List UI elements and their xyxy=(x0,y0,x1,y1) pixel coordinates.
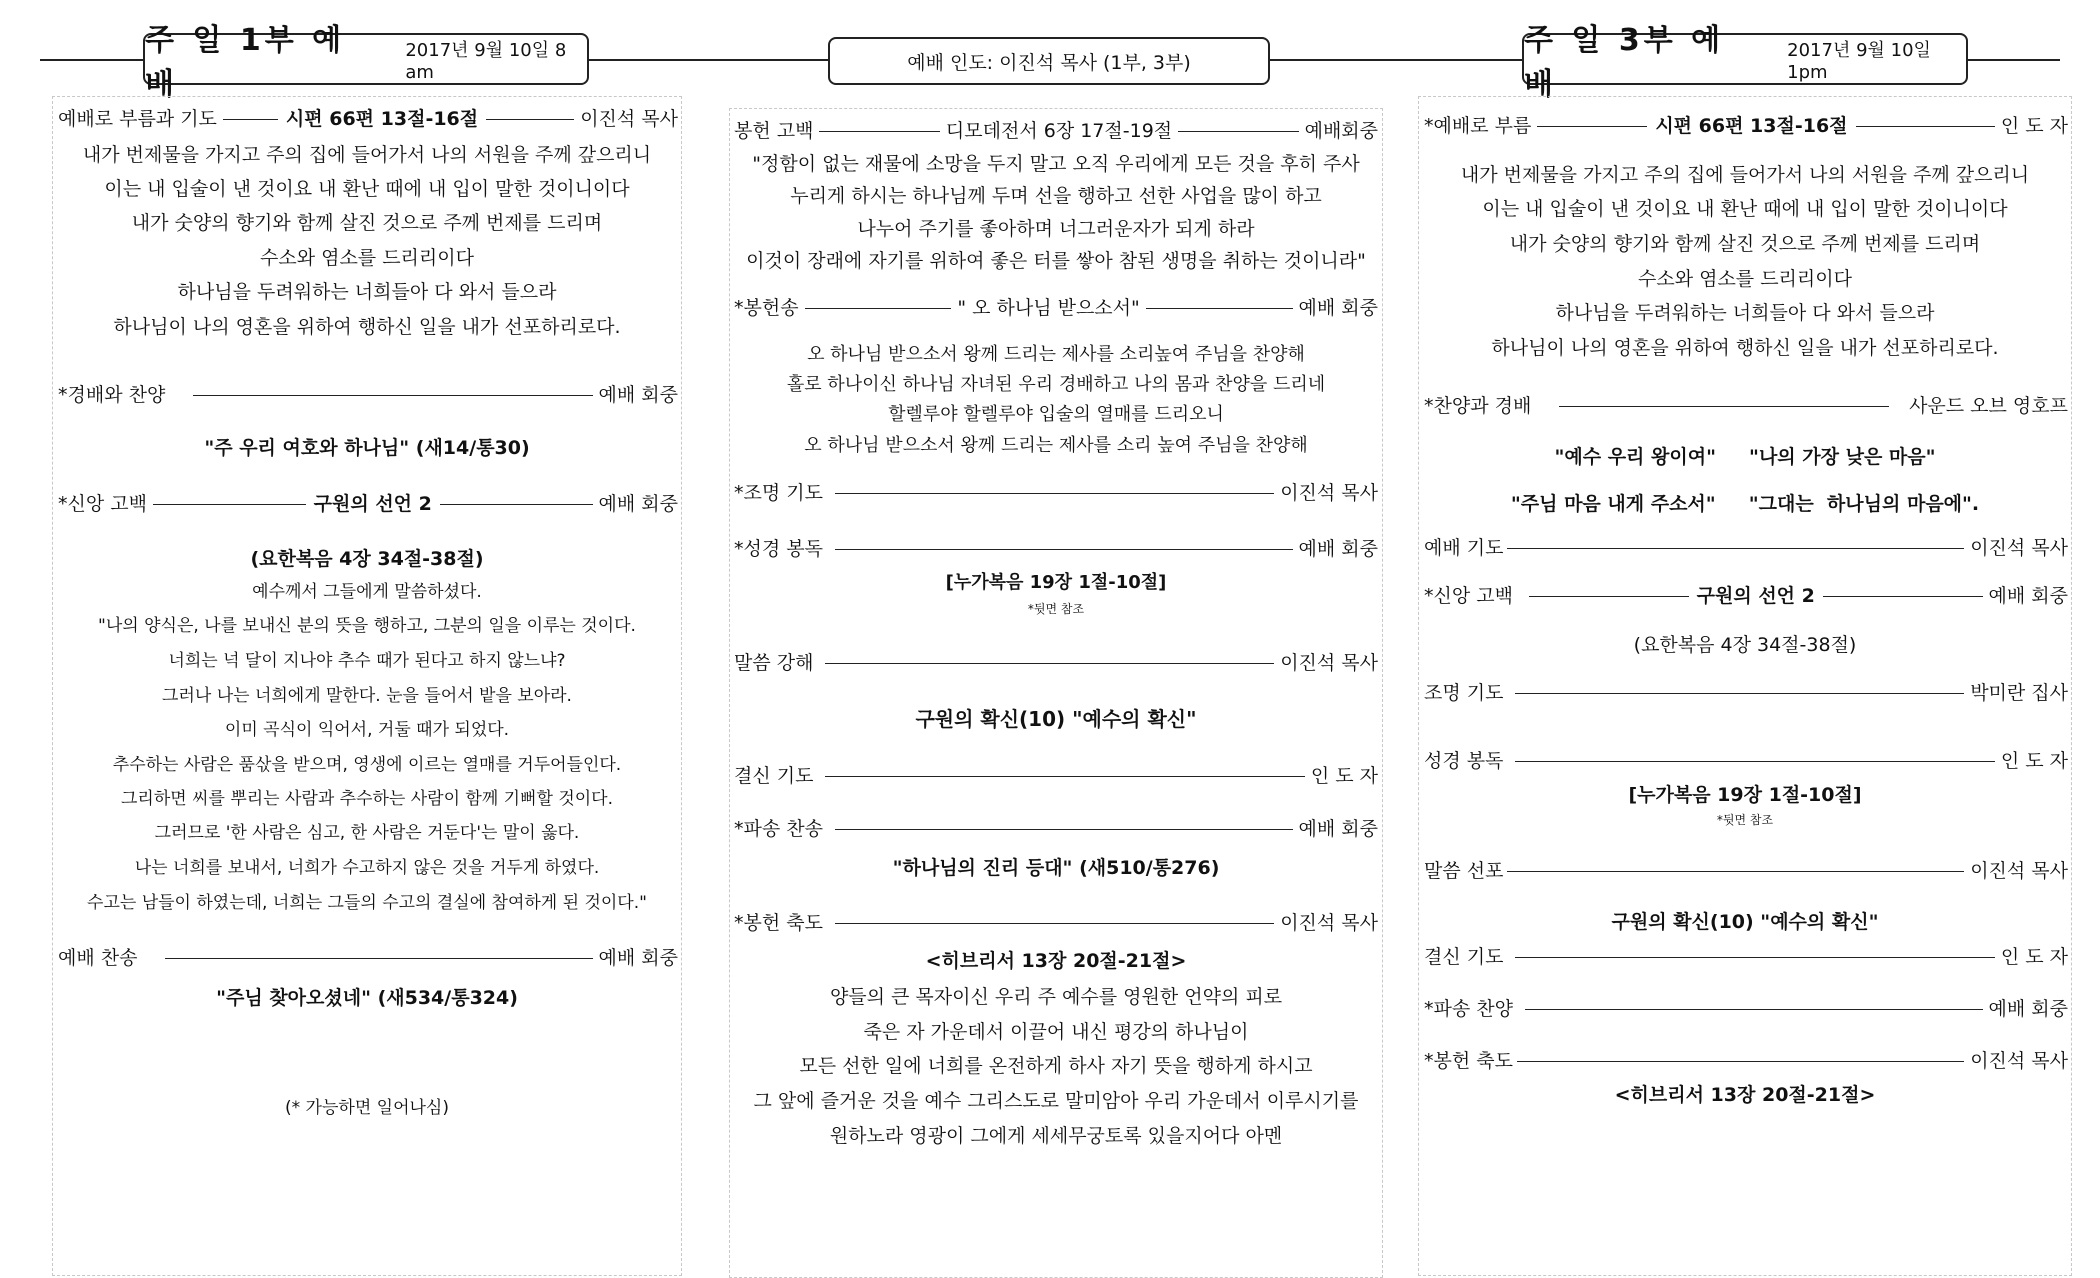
mid-scripture-label: *성경 봉독 xyxy=(734,538,823,560)
left-creed-line: 추수하는 사람은 품삯을 받으며, 영생에 이르는 열매를 거두어들인다. xyxy=(112,755,622,775)
left-call-label: 예배로 부름과 기도 xyxy=(58,108,217,130)
mid-benediction-reference: <히브리서 13장 20절-21절> xyxy=(925,950,1187,972)
service-1-date: 2017년 9월 10일 8 am xyxy=(405,39,567,83)
right-worship-prayer xyxy=(1424,533,2068,560)
right-benediction-leader: 이진석 목사 xyxy=(1970,1050,2068,1072)
mid-sermon-label: 말씀 강해 xyxy=(734,652,814,674)
right-prayer-leader: 이진석 목사 xyxy=(1970,537,2068,559)
mid-scripture-note: *뒷면 참조 xyxy=(1027,602,1085,616)
mid-offering-song-line: 오 하나님 받으소서 왕께 드리는 제사를 소리높여 주님을 찬양해 xyxy=(807,344,1305,365)
left-call-passage: 시편 66편 13절-16절 xyxy=(285,108,479,130)
mid-offering-passage: 디모데전서 6장 17절-19절 xyxy=(945,120,1173,142)
right-decision-leader: 인 도 자 xyxy=(2000,946,2068,968)
right-call-passage: 시편 66편 13절-16절 xyxy=(1655,115,1848,137)
left-psalm-line: 하나님을 두려워하는 너희들아 다 와서 들으라 xyxy=(177,281,557,303)
mid-decision-prayer xyxy=(734,761,1378,788)
right-decision-prayer xyxy=(1424,942,2068,969)
right-psalm-line: 내가 숫양의 향기와 함께 살진 것으로 주께 번제를 드리며 xyxy=(1509,233,1981,255)
left-hymn-leader: 예배 회중 xyxy=(598,947,678,969)
left-psalm-line: 내가 번제물을 가지고 주의 집에 들어가서 나의 서원을 주께 갚으리니 xyxy=(82,144,652,166)
mid-offering-song-leader: 예배 회중 xyxy=(1298,297,1378,319)
mid-scripture-reference: [누가복음 19장 1절-10절] xyxy=(945,572,1167,593)
right-silent-prayer xyxy=(1424,678,2068,705)
mid-offering-line: 누리게 하시는 하나님께 두며 선을 행하고 선한 사업을 많이 하고 xyxy=(790,185,1322,207)
mid-sending-label: *파송 찬송 xyxy=(734,818,823,840)
right-sending-praise xyxy=(1424,994,2068,1021)
mid-sending-leader: 예배 회중 xyxy=(1298,818,1378,840)
left-call-to-worship xyxy=(58,104,678,131)
left-call-leader: 이진석 목사 xyxy=(580,108,678,130)
left-creed-title: 구원의 선언 2 xyxy=(313,493,432,515)
left-worship-label: *경배와 찬양 xyxy=(58,384,166,406)
right-psalm-line: 하나님을 두려워하는 너희들아 다 와서 들으라 xyxy=(1555,302,1935,324)
left-hymn-title: "주님 찾아오셨네" (새534/통324) xyxy=(216,987,518,1009)
left-psalm-line: 내가 숫양의 향기와 함께 살진 것으로 주께 번제를 드리며 xyxy=(131,212,603,234)
right-sermon-label: 말씀 선포 xyxy=(1424,860,1504,882)
left-worship-leader: 예배 회중 xyxy=(598,384,678,406)
left-creed-line: "나의 양식은, 나를 보내신 분의 뜻을 행하고, 그분의 일을 이루는 것이다. xyxy=(98,616,636,636)
left-worship-praise xyxy=(58,380,678,407)
mid-scripture-reading xyxy=(734,534,1378,561)
mid-benediction-leader: 이진석 목사 xyxy=(1280,912,1378,934)
left-creed-line: 그러나 나는 너희에게 말한다. 눈을 들어서 밭을 보아라. xyxy=(162,686,572,706)
right-sending-leader: 예배 회중 xyxy=(1988,998,2068,1020)
mid-scripture-leader: 예배 회중 xyxy=(1298,538,1378,560)
mid-silent-prayer xyxy=(734,478,1378,505)
left-creed-label: *신앙 고백 xyxy=(58,493,147,515)
right-creed xyxy=(1424,581,2068,608)
right-sermon xyxy=(1424,856,2068,883)
mid-offering-label: 봉헌 고백 xyxy=(734,120,814,142)
right-silent-prayer-label: 조명 기도 xyxy=(1424,682,1504,704)
mid-offering-song-line: 홀로 하나이신 하나님 자녀된 우리 경배하고 나의 몸과 찬양을 드리네 xyxy=(786,374,1326,395)
right-scripture-label: 성경 봉독 xyxy=(1424,750,1504,772)
right-psalm-line: 수소와 염소를 드리리이다 xyxy=(1638,268,1852,290)
mid-sermon-preacher: 이진석 목사 xyxy=(1280,652,1378,674)
right-call-label: *예배로 부름 xyxy=(1424,115,1532,137)
right-creed-leader: 예배 회중 xyxy=(1988,585,2069,607)
mid-silent-prayer-leader: 이진석 목사 xyxy=(1280,482,1378,504)
left-hymn xyxy=(58,943,678,970)
worship-leader: 예배 인도: 이진석 목사 (1부, 3부) xyxy=(907,51,1191,74)
mid-benediction-line: 모든 선한 일에 너희를 온전하게 하사 자기 뜻을 행하게 하시고 xyxy=(799,1055,1313,1077)
mid-benediction xyxy=(734,908,1378,935)
header-box-service-3 xyxy=(1522,23,1968,102)
right-benediction-label: *봉헌 축도 xyxy=(1424,1050,1513,1072)
right-praise-worship xyxy=(1424,391,2068,418)
mid-sending-hymn-title: "하나님의 진리 등대" (새510/통276) xyxy=(892,857,1220,879)
mid-decision-leader: 인 도 자 xyxy=(1310,765,1378,787)
mid-benediction-line: 죽은 자 가운데서 이끌어 내신 평강의 하나님이 xyxy=(863,1021,1249,1043)
right-psalm-line: 내가 번제물을 가지고 주의 집에 들어가서 나의 서원을 주께 갚으리니 xyxy=(1460,164,2030,186)
mid-offering-song xyxy=(734,293,1378,320)
left-worship-song: "주 우리 여호와 하나님" (새14/통30) xyxy=(204,437,530,459)
left-creed xyxy=(58,489,678,516)
right-creed-label: *신앙 고백 xyxy=(1424,585,1513,607)
right-sending-label: *파송 찬양 xyxy=(1424,998,1513,1020)
right-prayer-label: 예배 기도 xyxy=(1424,537,1504,559)
right-creed-reference: (요한복음 4장 34절-38절) xyxy=(1633,634,1857,656)
mid-sermon-title: 구원의 확신(10) "예수의 확신" xyxy=(915,707,1197,731)
left-psalm-line: 수소와 염소를 드리리이다 xyxy=(260,247,474,269)
right-sermon-title: 구원의 확신(10) "예수의 확신" xyxy=(1611,911,1879,933)
right-benediction-reference: <히브리서 13장 20절-21절> xyxy=(1614,1084,1876,1106)
left-creed-line: 그리하면 씨를 뿌리는 사람과 추수하는 사람이 함께 기뻐할 것이다. xyxy=(120,789,614,809)
service-1-title: 주 일 1부 예 배 xyxy=(145,23,346,102)
right-decision-label: 결신 기도 xyxy=(1424,946,1504,968)
right-scripture-reading xyxy=(1424,746,2068,773)
service-3-title: 주 일 3부 예 배 xyxy=(1524,23,1725,102)
right-scripture-note: *뒷면 참조 xyxy=(1716,813,1774,827)
left-creed-line: 예수께서 그들에게 말씀하셨다. xyxy=(252,582,482,602)
right-call-leader: 인 도 자 xyxy=(2000,115,2068,137)
right-praise-songs: "주님 마음 내게 주소서" "그대는 하나님의 마음에". xyxy=(1510,493,1980,515)
left-hymn-label: 예배 찬송 xyxy=(58,947,138,969)
right-scripture-leader: 인 도 자 xyxy=(2000,750,2068,772)
right-creed-title: 구원의 선언 2 xyxy=(1696,585,1815,607)
mid-benediction-line: 그 앞에 즐거운 것을 예수 그리스도로 말미암아 우리 가운데서 이루시기를 xyxy=(753,1090,1359,1112)
mid-decision-label: 결신 기도 xyxy=(734,765,814,787)
right-scripture-reference: [누가복음 19장 1절-10절] xyxy=(1628,784,1862,806)
mid-offering-song-title: " 오 하나님 받으소서" xyxy=(957,297,1140,319)
mid-sending-hymn xyxy=(734,814,1378,841)
mid-offering-song-label: *봉헌송 xyxy=(734,297,799,319)
mid-offering-confession xyxy=(734,116,1378,143)
left-standing-note: (* 가능하면 일어나심) xyxy=(285,1098,449,1118)
right-silent-prayer-leader: 박미란 집사 xyxy=(1970,682,2068,704)
mid-silent-prayer-label: *조명 기도 xyxy=(734,482,823,504)
mid-offering-line: "정함이 없는 재물에 소망을 두지 말고 오직 우리에게 모든 것을 후히 주사 xyxy=(752,153,1360,175)
mid-offering-song-line: 할렐루야 할렐루야 입술의 열매를 드리오니 xyxy=(888,404,1224,425)
mid-offering-song-line: 오 하나님 받으소서 왕께 드리는 제사를 소리 높여 주님을 찬양해 xyxy=(804,435,1308,456)
left-creed-line: 그러므로 '한 사람은 심고, 한 사람은 거둔다'는 말이 옳다. xyxy=(154,823,580,843)
right-praise-label: *찬양과 경배 xyxy=(1424,395,1532,417)
mid-offering-line: 나누어 주기를 좋아하며 너그러운자가 되게 하라 xyxy=(857,218,1255,240)
left-creed-reference: (요한복음 4장 34절-38절) xyxy=(250,548,484,570)
left-creed-line: 이미 곡식이 익어서, 거둘 때가 되었다. xyxy=(224,720,510,740)
service-3-date: 2017년 9월 10일 1pm xyxy=(1787,39,1931,83)
mid-sermon xyxy=(734,648,1378,675)
left-creed-line: 너희는 넉 달이 지나야 추수 때가 된다고 하지 않느냐? xyxy=(168,651,566,671)
right-call-to-worship xyxy=(1424,111,2068,138)
header-box-service-1 xyxy=(143,23,589,102)
mid-benediction-line: 원하노라 영광이 그에게 세세무궁토록 있을지어다 아멘 xyxy=(829,1125,1283,1147)
right-praise-songs: "예수 우리 왕이여" "나의 가장 낮은 마음" xyxy=(1554,446,1936,468)
left-creed-line: 나는 너희를 보내서, 너희가 수고하지 않은 것을 거두게 하였다. xyxy=(134,858,600,878)
header-box-leader xyxy=(828,37,1270,85)
left-psalm-line: 하나님이 나의 영혼을 위하여 행하신 일을 내가 선포하리로다. xyxy=(113,316,621,338)
mid-benediction-label: *봉헌 축도 xyxy=(734,912,823,934)
right-sermon-preacher: 이진석 목사 xyxy=(1970,860,2068,882)
mid-offering-leader: 예배회중 xyxy=(1304,120,1379,142)
right-psalm-line: 하나님이 나의 영혼을 위하여 행하신 일을 내가 선포하리로다. xyxy=(1491,337,1999,359)
right-praise-leader: 사운드 오브 영호프 xyxy=(1909,395,2068,417)
left-creed-line: 수고는 남들이 하였는데, 너희는 그들의 수고의 결실에 참여하게 된 것이다." xyxy=(87,893,647,913)
right-psalm-line: 이는 내 입술이 낸 것이요 내 환난 때에 내 입이 말한 것이니이다 xyxy=(1482,198,2008,220)
left-creed-leader: 예배 회중 xyxy=(598,493,679,515)
left-psalm-line: 이는 내 입술이 낸 것이요 내 환난 때에 내 입이 말한 것이니이다 xyxy=(104,178,630,200)
mid-benediction-line: 양들의 큰 목자이신 우리 주 예수를 영원한 언약의 피로 xyxy=(829,986,1283,1008)
right-benediction xyxy=(1424,1046,2068,1073)
mid-offering-line: 이것이 장래에 자기를 위하여 좋은 터를 쌓아 참된 생명을 취하는 것이니라" xyxy=(746,250,1366,272)
